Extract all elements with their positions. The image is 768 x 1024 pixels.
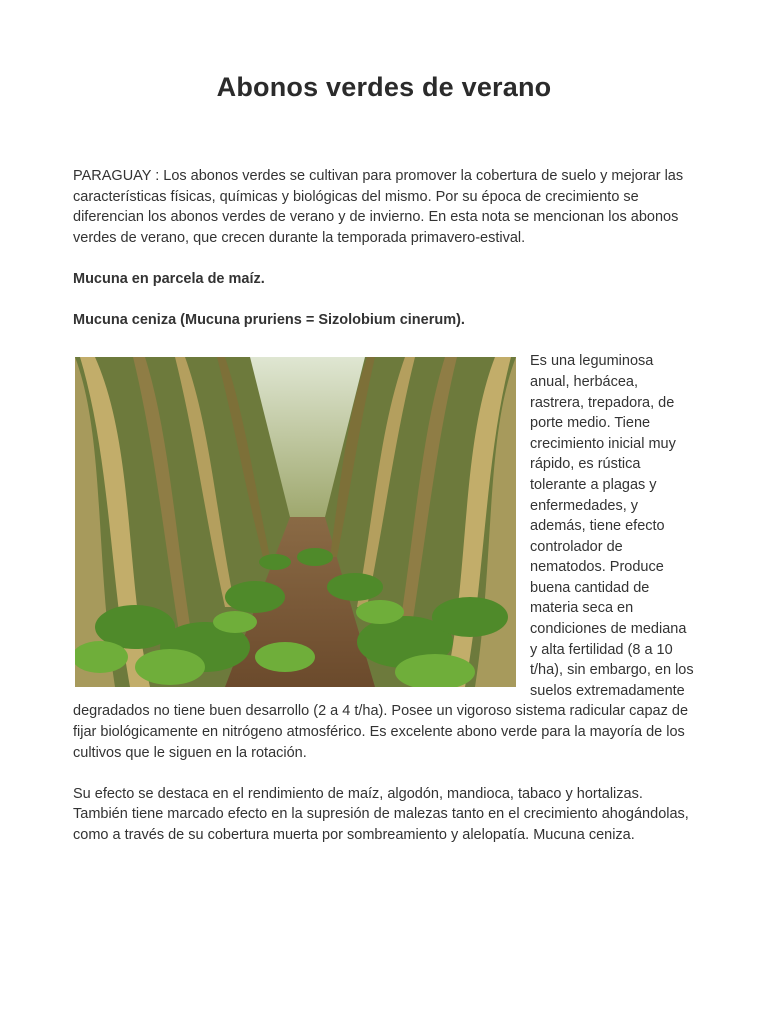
subheading-mucuna-maiz: Mucuna en parcela de maíz. bbox=[73, 270, 265, 287]
mucuna-field-photo bbox=[75, 357, 516, 687]
subheading-mucuna-ceniza: Mucuna ceniza (Mucuna pruriens = Sizolobium cinerum). bbox=[73, 312, 465, 329]
intro-paragraph: PARAGUAY : Los abonos verdes se cultivan para promover la cobertura de suelo y mejorar las características físicas, químicas y biológicas del mismo. Por su época de crecimiento se diferencian los abonos verdes de verano y de invierno. En esta nota se mencionan los abonos verdes de verano, que crecen durante la temporada primavero-estival. bbox=[73, 168, 684, 246]
page-title: Abonos verdes de verano bbox=[216, 72, 552, 102]
effects-paragraph: Su efecto se destaca en el rendimiento de maíz, algodón, mandioca, tabaco y hortalizas. También tiene marcado efecto en la supresión de malezas tanto en el crecimiento ahogándolas, como a través de su cobertura muerta por sombreamiento y alelopatía. Mucuna ceniza. bbox=[73, 785, 689, 843]
article-body bbox=[73, 166, 695, 866]
cornfield-illustration bbox=[75, 357, 516, 687]
description-block bbox=[73, 351, 695, 763]
description-text: Es una leguminosa anual, herbácea, rastrera, trepadora, de porte medio. Tiene crecimiento inicial muy rápido, es rústica tolerante a plagas y enfermedades, y además, tiene efecto controlador de nematodos. Produce buena cantidad de materia seca en condiciones de mediana y alta fertilidad (8 a 10 t/ha), sin embargo, en los suelos extremadamente degradados no tiene buen desarrollo (2 a 4 t/ha). Posee un vigoroso sistema radicular capaz de fijar biológicamente en nitrógeno atmosférico. Es excelente abono verde para la mayoría de los cultivos que le siguen en la rotación. bbox=[73, 353, 694, 761]
